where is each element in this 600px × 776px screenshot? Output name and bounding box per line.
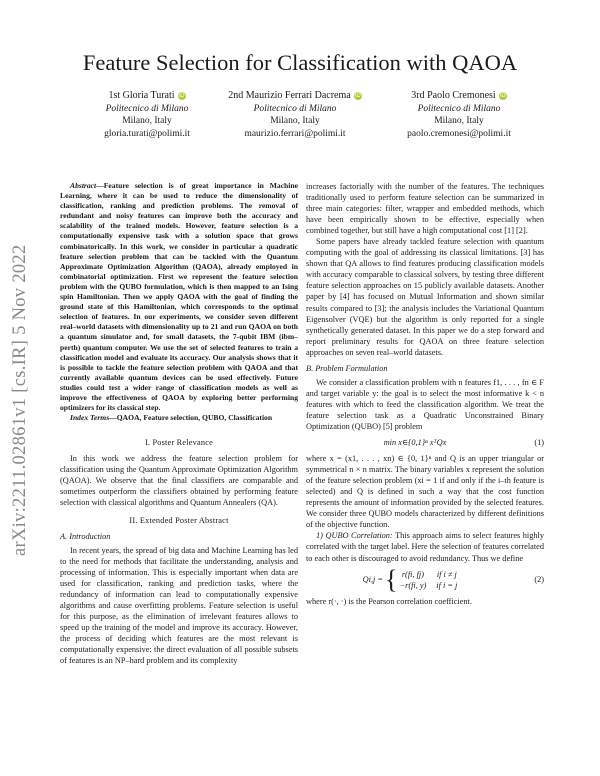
abstract bbox=[60, 181, 298, 413]
index-terms bbox=[60, 413, 298, 423]
arxiv-side-stamp: arXiv:2211.02861v1 [cs.IR] 5 Nov 2022 bbox=[10, 244, 30, 556]
paragraph bbox=[306, 530, 544, 563]
paragraph: where x = (x1, . . . , xn) ∈ {0, 1}ⁿ and Q is an upper triangular or symmetrical n × n matrix. The binary variables x represent the solution of the feature selection problem (xi = 1 if and only if the i–th feature is selected) and Q is defined in such a way that the cost function represents the amount of information provided by the selected features. We consider three QUBO models characterized by different definitions of the objective function. bbox=[306, 454, 544, 530]
author-location: Milano, Italy bbox=[122, 116, 172, 126]
subsection-heading: B. Problem Formulation bbox=[306, 363, 388, 373]
orcid-icon[interactable]: iD bbox=[354, 92, 361, 99]
author-affiliation: Politecnico di Milano bbox=[417, 103, 501, 114]
paragraph: We consider a classification problem with n features f1, . . . , fn ∈ F and target variable y: the goal is to select the most informative k < n features with which to feed the classification algorithm. We treat the feature selection task as a Quadratic Unconstrained Binary Optimization (QUBO) [5] problem bbox=[306, 377, 544, 431]
paragraph: increases factorially with the number of the features. The techniques traditionally used to perform feature selection can be summarized in three main categories: filter, wrapper and embedded methods, which have been empirically shown to be effective, especially when combined together, but still have a high computational cost [1] [2]. bbox=[306, 182, 544, 236]
paragraph-text: This approach aims to select features highly correlated with the target label. Here the selection of features correlated to each other is discouraged to avoid redundancy. Thus we define bbox=[306, 531, 544, 563]
author-affiliation: Politecnico di Milano bbox=[253, 103, 337, 114]
right-column bbox=[306, 181, 544, 607]
equation-number: (2) bbox=[534, 575, 544, 585]
cases bbox=[362, 564, 468, 594]
case-value: −r(fi, y) bbox=[399, 580, 427, 590]
section-heading: I. Poster Relevance bbox=[144, 438, 214, 448]
author-block-1 bbox=[62, 90, 232, 140]
author-name: 3rd Paolo Cremonesi bbox=[411, 90, 496, 101]
case-value: r(fi, fj) bbox=[401, 569, 424, 579]
orcid-icon[interactable]: iD bbox=[499, 92, 506, 99]
paragraph: In this work we address the feature selection problem for classification using the Quantum Approximate Optimization Algorithm (QAOA). We observe that the final classifiers are comparable and sometimes outperform the classifiers obtained by performing feature selection with classical algorithms and Quantum Annealers (QA). bbox=[60, 454, 298, 508]
author-name: 1st Gloria Turati bbox=[108, 90, 175, 101]
author-email: paolo.cremonesi@polimi.it bbox=[407, 128, 511, 139]
abstract-text: —Feature selection is of great importance in Machine Learning, where it can be used to reduce the dimensionality of classification, ranking and prediction problems. The removal of redundant and noisy features can improve both the accuracy and scalability of the trained models. However, feature selection is a computationally expensive task with a solution space that grows combinatorically. In this work, we consider in particular a quadratic feature selection problem that can be tackled with the Quantum Approximate Optimization Algorithm (QAOA), already employed in combinatorial optimization. First we represent the feature selection problem with the QUBO formulation, which is then mapped to an Ising spin Hamiltonian. Then we apply QAOA with the goal of finding the ground state of this Hamiltonian, which corresponds to the optimal selection of features. In our experiments, we consider seven different real–world datasets with dimensionality up to 21 and run QAOA on both a quantum simulator and, for small datasets, the 7-qubit IBM (ibm–perth) quantum computer. We use the set of selected features to train a classification model and evaluate its accuracy. Our analysis shows that it is possible to tackle the feature selection problem with QAOA and that currently available quantum devices can be used effectively. Future studies could test a wider range of classification models as well as improve the effectiveness of QAOA by exploring better performing optimizers for its classical step. bbox=[60, 181, 298, 413]
author-email: maurizio.ferrari@polimi.it bbox=[244, 128, 346, 139]
author-block-2 bbox=[210, 90, 380, 140]
left-column bbox=[60, 181, 298, 666]
equation-body bbox=[306, 564, 524, 594]
author-name: 2nd Maurizio Ferrari Dacrema bbox=[228, 90, 351, 101]
author-email: gloria.turati@polimi.it bbox=[104, 128, 190, 139]
author-location: Milano, Italy bbox=[434, 116, 484, 126]
equation-body: min x∈{0,1}ⁿ xᵀQx bbox=[383, 438, 447, 448]
subsubsection-label: 1) QUBO Correlation: bbox=[316, 531, 393, 541]
author-location: Milano, Italy bbox=[270, 116, 320, 126]
paragraph: where r(·, ·) is the Pearson correlation coefficient. bbox=[306, 596, 472, 606]
case-condition: if i ≠ j bbox=[436, 569, 457, 579]
section-heading: II. Extended Poster Abstract bbox=[129, 515, 229, 525]
case-condition: if i = j bbox=[436, 580, 458, 590]
index-terms-text: —QAOA, Feature selection, QUBO, Classification bbox=[109, 413, 273, 423]
equation-1 bbox=[306, 437, 544, 448]
paragraph: In recent years, the spread of big data and Machine Learning has led to the need for methods that facilitate the understanding, analysis and processing of information. This is especially important when data are used for classification, ranking and prediction tasks, where the redundancy of information can lead to computationally expensive algorithms and cause overfitting problems. Feature selection is useful for this purpose, as the elimination of irrelevant features allows to speed up the training of the model and improve its accuracy. However, the process of deciding which features are the most relevant is computationally expensive: the direct evaluation of all possible subsets of features is an NP–hard problem and its complexity bbox=[60, 545, 298, 666]
author-affiliation: Politecnico di Milano bbox=[105, 103, 189, 114]
index-terms-label: Index Terms bbox=[70, 413, 110, 423]
paragraph: Some papers have already tackled feature selection with quantum computing with the goal of addressing its classical limitations. [3] has shown that QA allows to find features producing classification models with accuracy comparable to classical solvers, by testing three different feature selection approaches on 15 publicly available datasets. Another paper by [4] has focused on Mutual Information and shown similar results compared to [3]; the analysis includes the Variational Quantum Eigensolver (VQE) but the algorithm is only reported for a single synthetically generated dataset. In this paper we do a step forward and report preliminary results for QAOA on three feature selection approaches on seven real–world datasets. bbox=[306, 237, 544, 357]
subsection-heading: A. Introduction bbox=[60, 531, 111, 541]
equation-lhs: Qi,j = bbox=[362, 575, 384, 585]
author-block-3 bbox=[374, 90, 544, 140]
equation-2 bbox=[306, 564, 544, 594]
cases-table bbox=[400, 569, 468, 591]
left-brace: { bbox=[385, 564, 398, 594]
orcid-icon[interactable]: iD bbox=[178, 92, 185, 99]
paper-title: Feature Selection for Classification with QAOA bbox=[82, 50, 518, 75]
equation-number: (1) bbox=[534, 438, 544, 448]
abstract-label: Abstract bbox=[70, 181, 97, 190]
